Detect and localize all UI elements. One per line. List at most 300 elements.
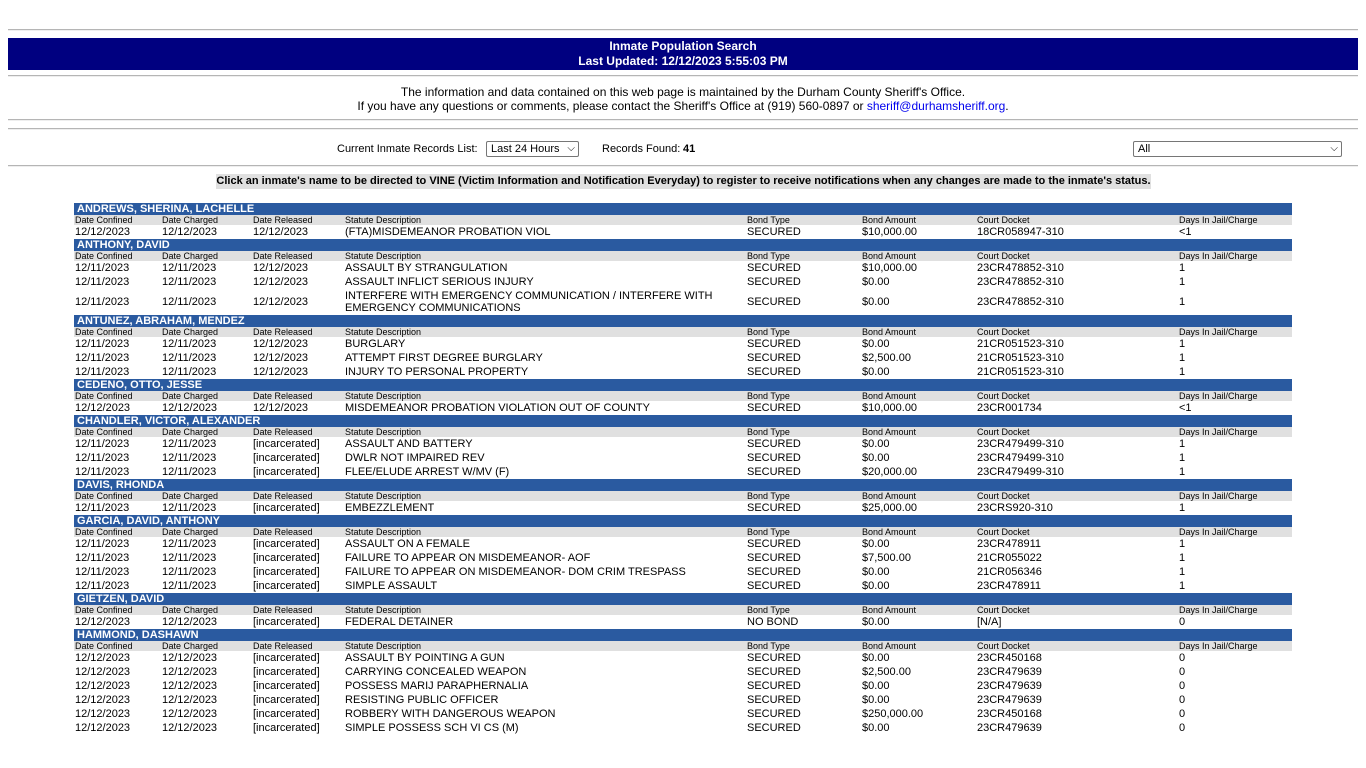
charge-row xyxy=(74,275,1292,289)
statute-description: BURGLARY xyxy=(345,338,406,350)
statute-description: SIMPLE POSSESS SCH VI CS (M) xyxy=(345,722,519,734)
info-line-1: The information and data contained on this web page is maintained by the Durham County Sheriff's Office. xyxy=(400,85,966,99)
bond-amount: $0.00 xyxy=(862,580,890,592)
bond-amount: $7,500.00 xyxy=(862,552,911,564)
charge-row xyxy=(74,579,1292,593)
charge-row xyxy=(74,693,1292,707)
days-in-jail: 1 xyxy=(1179,466,1186,478)
charge-row xyxy=(74,551,1292,565)
header-days-in-jail: Days In Jail/Charge xyxy=(1179,641,1258,651)
date-confined: 12/12/2023 xyxy=(75,616,131,628)
date-released: 12/12/2023 xyxy=(253,276,309,288)
date-charged: 12/12/2023 xyxy=(162,722,218,734)
column-header-row xyxy=(74,527,1292,537)
days-in-jail: 0 xyxy=(1179,694,1186,706)
date-charged: 12/11/2023 xyxy=(162,538,217,550)
date-confined: 12/12/2023 xyxy=(75,402,131,414)
bond-amount: $0.00 xyxy=(862,566,890,578)
date-released: [incarcerated] xyxy=(253,722,320,734)
header-date-confined: Date Confined xyxy=(75,605,133,615)
statute-description: INJURY TO PERSONAL PROPERTY xyxy=(345,366,529,378)
header-bond-type: Bond Type xyxy=(747,327,790,337)
date-charged: 12/12/2023 xyxy=(162,666,218,678)
header-court-docket: Court Docket xyxy=(977,641,1030,651)
charge-row xyxy=(74,225,1292,239)
bond-type: SECURED xyxy=(747,680,801,692)
statute-description: SIMPLE ASSAULT xyxy=(345,580,438,592)
date-charged: 12/12/2023 xyxy=(162,652,218,664)
statute-description: EMBEZZLEMENT xyxy=(345,502,435,514)
inmate-name-link[interactable]: ANDREWS, SHERINA, LACHELLE xyxy=(74,203,1292,215)
date-confined: 12/11/2023 xyxy=(75,466,130,478)
header-date-confined: Date Confined xyxy=(75,391,133,401)
statute-description: CARRYING CONCEALED WEAPON xyxy=(345,666,527,678)
charge-row xyxy=(74,537,1292,551)
bond-type: SECURED xyxy=(747,580,801,592)
header-days-in-jail: Days In Jail/Charge xyxy=(1179,491,1258,501)
days-in-jail: 1 xyxy=(1179,566,1186,578)
statute-description: FLEE/ELUDE ARREST W/MV (F) xyxy=(345,466,510,478)
sheriff-email-link[interactable]: sheriff@durhamsheriff.org xyxy=(866,99,1006,113)
charge-row xyxy=(74,365,1292,379)
bond-type: SECURED xyxy=(747,502,801,514)
statute-description: DWLR NOT IMPAIRED REV xyxy=(345,452,485,464)
header-date-confined: Date Confined xyxy=(75,527,133,537)
court-docket: [N/A] xyxy=(977,616,1002,628)
date-charged: 12/12/2023 xyxy=(162,694,218,706)
days-in-jail: 0 xyxy=(1179,616,1186,628)
header-court-docket: Court Docket xyxy=(977,215,1030,225)
header-days-in-jail: Days In Jail/Charge xyxy=(1179,215,1258,225)
header-date-charged: Date Charged xyxy=(162,527,219,537)
date-confined: 12/12/2023 xyxy=(75,680,131,692)
date-charged: 12/11/2023 xyxy=(162,452,217,464)
days-in-jail: 1 xyxy=(1179,366,1186,378)
header-date-confined: Date Confined xyxy=(75,215,133,225)
court-docket: 23CR479499-310 xyxy=(977,452,1064,464)
bond-type: SECURED xyxy=(747,566,801,578)
header-bond-type: Bond Type xyxy=(747,491,790,501)
date-charged: 12/11/2023 xyxy=(162,566,217,578)
records-found-label: Records Found: xyxy=(602,143,681,155)
date-released: [incarcerated] xyxy=(253,616,320,628)
column-header-row xyxy=(74,427,1292,437)
header-date-released: Date Released xyxy=(253,391,313,401)
date-charged: 12/11/2023 xyxy=(162,276,217,288)
days-in-jail: 1 xyxy=(1179,296,1186,308)
controls-divider xyxy=(8,165,1358,167)
days-in-jail: 1 xyxy=(1179,502,1186,514)
court-docket: 21CR051523-310 xyxy=(977,352,1064,364)
days-in-jail: 1 xyxy=(1179,438,1186,450)
court-docket: 21CR051523-310 xyxy=(977,366,1064,378)
date-charged: 12/12/2023 xyxy=(162,616,218,628)
header-statute-description: Statute Description xyxy=(345,427,422,437)
charge-row xyxy=(74,721,1292,735)
bond-amount: $0.00 xyxy=(862,338,890,350)
header-date-confined: Date Confined xyxy=(75,491,133,501)
bond-type: SECURED xyxy=(747,438,801,450)
date-charged: 12/12/2023 xyxy=(162,680,218,692)
charge-row xyxy=(74,501,1292,515)
charge-row xyxy=(74,615,1292,629)
filter-select[interactable] xyxy=(1133,141,1342,157)
bond-type: SECURED xyxy=(747,466,801,478)
statute-description: FAILURE TO APPEAR ON MISDEMEANOR- AOF xyxy=(345,552,591,564)
header-bond-type: Bond Type xyxy=(747,427,790,437)
charge-row xyxy=(74,451,1292,465)
inmate-name-link[interactable]: CEDENO, OTTO, JESSE xyxy=(74,379,1292,391)
bond-amount: $0.00 xyxy=(862,722,890,734)
header-date-charged: Date Charged xyxy=(162,605,219,615)
charge-row xyxy=(74,651,1292,665)
days-in-jail: 1 xyxy=(1179,538,1186,550)
header-date-released: Date Released xyxy=(253,427,313,437)
header-date-confined: Date Confined xyxy=(75,251,133,261)
records-list-label: Current Inmate Records List: xyxy=(337,143,478,155)
bond-type: SECURED xyxy=(747,296,801,308)
header-bond-amount: Bond Amount xyxy=(862,491,917,501)
date-confined: 12/12/2023 xyxy=(75,226,131,238)
header-bond-type: Bond Type xyxy=(747,605,790,615)
page-title-bar xyxy=(8,38,1358,70)
date-released: 12/12/2023 xyxy=(253,262,309,274)
bond-type: SECURED xyxy=(747,338,801,350)
header-statute-description: Statute Description xyxy=(345,327,422,337)
bond-type: SECURED xyxy=(747,276,801,288)
date-confined: 12/12/2023 xyxy=(75,652,131,664)
days-in-jail: 1 xyxy=(1179,352,1186,364)
date-confined: 12/12/2023 xyxy=(75,694,131,706)
days-in-jail: 1 xyxy=(1179,338,1186,350)
info-line-2 xyxy=(8,99,1358,113)
date-charged: 12/11/2023 xyxy=(162,502,217,514)
date-released: [incarcerated] xyxy=(253,580,320,592)
info-period: . xyxy=(1005,99,1009,113)
charge-row xyxy=(74,337,1292,351)
court-docket: 23CR478911 xyxy=(977,538,1042,550)
header-bond-type: Bond Type xyxy=(747,215,790,225)
header-statute-description: Statute Description xyxy=(345,391,422,401)
statute-description: ASSAULT BY POINTING A GUN xyxy=(345,652,505,664)
header-statute-description: Statute Description xyxy=(345,641,422,651)
date-charged: 12/12/2023 xyxy=(162,708,218,720)
date-confined: 12/11/2023 xyxy=(75,262,130,274)
top-divider-2 xyxy=(8,75,1358,77)
header-court-docket: Court Docket xyxy=(977,527,1030,537)
charge-row xyxy=(74,401,1292,415)
date-confined: 12/12/2023 xyxy=(75,666,131,678)
column-header-row xyxy=(74,641,1292,651)
court-docket: 23CR479639 xyxy=(977,666,1042,678)
bond-type: SECURED xyxy=(747,352,801,364)
court-docket: 21CR051523-310 xyxy=(977,338,1064,350)
date-charged: 12/11/2023 xyxy=(162,438,217,450)
date-released: [incarcerated] xyxy=(253,452,320,464)
column-header-row xyxy=(74,215,1292,225)
header-days-in-jail: Days In Jail/Charge xyxy=(1179,427,1258,437)
bond-type: SECURED xyxy=(747,708,801,720)
bond-type: SECURED xyxy=(747,402,801,414)
court-docket: 23CR479499-310 xyxy=(977,438,1064,450)
bond-type: SECURED xyxy=(747,722,801,734)
bond-type: SECURED xyxy=(747,538,801,550)
date-released: 12/12/2023 xyxy=(253,366,309,378)
records-list-select[interactable] xyxy=(486,141,579,157)
bond-type: SECURED xyxy=(747,226,801,238)
header-court-docket: Court Docket xyxy=(977,327,1030,337)
charge-row xyxy=(74,261,1292,275)
bond-type: SECURED xyxy=(747,366,801,378)
court-docket: 23CR479499-310 xyxy=(977,466,1064,478)
column-header-row xyxy=(74,327,1292,337)
court-docket: 21CR056346 xyxy=(977,566,1042,578)
bond-amount: $10,000.00 xyxy=(862,262,918,274)
header-statute-description: Statute Description xyxy=(345,251,422,261)
header-court-docket: Court Docket xyxy=(977,251,1030,261)
statute-description: (FTA)MISDEMEANOR PROBATION VIOL xyxy=(345,226,551,238)
date-released: [incarcerated] xyxy=(253,502,320,514)
charge-row xyxy=(74,465,1292,479)
date-confined: 12/12/2023 xyxy=(75,708,131,720)
days-in-jail: 0 xyxy=(1179,680,1186,692)
charge-row xyxy=(74,565,1292,579)
column-header-row xyxy=(74,491,1292,501)
date-confined: 12/11/2023 xyxy=(75,502,130,514)
header-date-released: Date Released xyxy=(253,251,313,261)
court-docket: 23CR479639 xyxy=(977,694,1042,706)
bond-amount: $0.00 xyxy=(862,438,890,450)
court-docket: 23CR478911 xyxy=(977,580,1042,592)
days-in-jail: 1 xyxy=(1179,580,1186,592)
date-released: [incarcerated] xyxy=(253,666,320,678)
court-docket: 23CR478852-310 xyxy=(977,276,1064,288)
date-confined: 12/11/2023 xyxy=(75,538,130,550)
date-confined: 12/11/2023 xyxy=(75,580,130,592)
page-title: Inmate Population Search xyxy=(609,39,757,53)
date-charged: 12/11/2023 xyxy=(162,296,217,308)
date-confined: 12/11/2023 xyxy=(75,296,130,308)
date-released: [incarcerated] xyxy=(253,466,320,478)
charge-row xyxy=(74,679,1292,693)
court-docket: 23CR479639 xyxy=(977,722,1042,734)
statute-description: ASSAULT ON A FEMALE xyxy=(345,538,470,550)
header-date-released: Date Released xyxy=(253,215,313,225)
statute-description: POSSESS MARIJ PARAPHERNALIA xyxy=(345,680,529,692)
days-in-jail: 0 xyxy=(1179,652,1186,664)
charge-row xyxy=(74,707,1292,721)
date-charged: 12/11/2023 xyxy=(162,466,217,478)
header-court-docket: Court Docket xyxy=(977,427,1030,437)
header-days-in-jail: Days In Jail/Charge xyxy=(1179,327,1258,337)
date-confined: 12/11/2023 xyxy=(75,276,130,288)
bond-type: SECURED xyxy=(747,652,801,664)
court-docket: 23CR479639 xyxy=(977,680,1042,692)
bond-type: NO BOND xyxy=(747,616,799,628)
inmate-name-link[interactable]: ANTHONY, DAVID xyxy=(74,239,1292,251)
charge-row xyxy=(74,437,1292,451)
days-in-jail: 1 xyxy=(1179,552,1186,564)
statute-description: FAILURE TO APPEAR ON MISDEMEANOR- DOM CRIM TRESPASS xyxy=(345,566,686,578)
statute-description: RESISTING PUBLIC OFFICER xyxy=(345,694,499,706)
header-date-confined: Date Confined xyxy=(75,427,133,437)
chevron-down-icon: ⌵ xyxy=(567,143,575,154)
date-released: [incarcerated] xyxy=(253,566,320,578)
bond-type: SECURED xyxy=(747,552,801,564)
info-contact-text: If you have any questions or comments, please contact the Sheriff's Office at (919) 560-0897 or xyxy=(357,99,867,113)
date-charged: 12/11/2023 xyxy=(162,580,217,592)
statute-description: ASSAULT BY STRANGULATION xyxy=(345,262,508,274)
bond-amount: $0.00 xyxy=(862,452,890,464)
bond-amount: $0.00 xyxy=(862,538,890,550)
charge-row xyxy=(74,289,1292,315)
mid-divider-1 xyxy=(8,119,1358,121)
header-days-in-jail: Days In Jail/Charge xyxy=(1179,605,1258,615)
bond-amount: $20,000.00 xyxy=(862,466,918,478)
court-docket: 21CR055022 xyxy=(977,552,1042,564)
bond-type: SECURED xyxy=(747,666,801,678)
court-docket: 23CR450168 xyxy=(977,708,1042,720)
date-charged: 12/11/2023 xyxy=(162,352,217,364)
date-released: [incarcerated] xyxy=(253,680,320,692)
statute-description: ASSAULT AND BATTERY xyxy=(345,438,473,450)
inmate-name-link[interactable]: HAMMOND, DASHAWN xyxy=(74,629,1292,641)
header-statute-description: Statute Description xyxy=(345,527,422,537)
inmate-name-link[interactable]: GIETZEN, DAVID xyxy=(74,593,1292,605)
statute-description: MISDEMEANOR PROBATION VIOLATION OUT OF COUNTY xyxy=(345,402,650,414)
header-date-charged: Date Charged xyxy=(162,215,219,225)
last-updated: Last Updated: 12/12/2023 5:55:03 PM xyxy=(578,54,788,68)
header-bond-amount: Bond Amount xyxy=(862,605,917,615)
header-date-confined: Date Confined xyxy=(75,327,133,337)
records-list-selected: Last 24 Hours xyxy=(491,143,560,155)
header-bond-amount: Bond Amount xyxy=(862,215,917,225)
date-confined: 12/11/2023 xyxy=(75,452,130,464)
bond-type: SECURED xyxy=(747,262,801,274)
header-court-docket: Court Docket xyxy=(977,491,1030,501)
date-released: 12/12/2023 xyxy=(253,296,309,308)
bond-type: SECURED xyxy=(747,452,801,464)
inmate-name-link[interactable]: GARCIA, DAVID, ANTHONY xyxy=(74,515,1292,527)
header-bond-type: Bond Type xyxy=(747,641,790,651)
date-charged: 12/11/2023 xyxy=(162,552,217,564)
header-days-in-jail: Days In Jail/Charge xyxy=(1179,527,1258,537)
statute-description: FEDERAL DETAINER xyxy=(345,616,454,628)
header-date-charged: Date Charged xyxy=(162,251,219,261)
filter-selected: All xyxy=(1138,143,1151,155)
header-statute-description: Statute Description xyxy=(345,215,422,225)
charge-row xyxy=(74,351,1292,365)
bond-amount: $0.00 xyxy=(862,680,890,692)
date-released: 12/12/2023 xyxy=(253,402,309,414)
header-days-in-jail: Days In Jail/Charge xyxy=(1179,251,1258,261)
days-in-jail: <1 xyxy=(1179,402,1192,414)
records-controls xyxy=(0,140,1366,160)
inmate-records-table xyxy=(74,203,1292,735)
date-released: [incarcerated] xyxy=(253,552,320,564)
vine-notice: Click an inmate's name to be directed to VINE (Victim Information and Notification Everyday) to register to receive notifications when any changes are made to the inmate's status. xyxy=(216,175,1151,187)
header-bond-amount: Bond Amount xyxy=(862,527,917,537)
bond-type: SECURED xyxy=(747,694,801,706)
date-charged: 12/11/2023 xyxy=(162,366,217,378)
header-date-released: Date Released xyxy=(253,491,313,501)
header-date-charged: Date Charged xyxy=(162,391,219,401)
bond-amount: $10,000.00 xyxy=(862,226,918,238)
header-bond-type: Bond Type xyxy=(747,527,790,537)
date-charged: 12/12/2023 xyxy=(162,226,218,238)
date-charged: 12/11/2023 xyxy=(162,262,217,274)
inmate-name-link[interactable]: ANTUNEZ, ABRAHAM, MENDEZ xyxy=(74,315,1292,327)
date-confined: 12/11/2023 xyxy=(75,352,130,364)
header-bond-amount: Bond Amount xyxy=(862,327,917,337)
date-released: 12/12/2023 xyxy=(253,226,309,238)
header-court-docket: Court Docket xyxy=(977,391,1030,401)
date-released: 12/12/2023 xyxy=(253,338,309,350)
header-bond-amount: Bond Amount xyxy=(862,641,917,651)
date-released: [incarcerated] xyxy=(253,538,320,550)
date-released: 12/12/2023 xyxy=(253,352,309,364)
header-days-in-jail: Days In Jail/Charge xyxy=(1179,391,1258,401)
bond-amount: $10,000.00 xyxy=(862,402,918,414)
bond-amount: $25,000.00 xyxy=(862,502,918,514)
date-released: [incarcerated] xyxy=(253,708,320,720)
header-bond-amount: Bond Amount xyxy=(862,427,917,437)
bond-amount: $0.00 xyxy=(862,694,890,706)
inmate-name-link[interactable]: DAVIS, RHONDA xyxy=(74,479,1292,491)
statute-description: ROBBERY WITH DANGEROUS WEAPON xyxy=(345,708,556,720)
statute-description: ASSAULT INFLICT SERIOUS INJURY xyxy=(345,276,534,288)
days-in-jail: 1 xyxy=(1179,262,1186,274)
court-docket: 23CR478852-310 xyxy=(977,262,1064,274)
bond-amount: $2,500.00 xyxy=(862,666,911,678)
days-in-jail: 0 xyxy=(1179,722,1186,734)
charge-row xyxy=(74,665,1292,679)
top-divider-1 xyxy=(8,29,1358,31)
days-in-jail: 0 xyxy=(1179,708,1186,720)
header-date-charged: Date Charged xyxy=(162,641,219,651)
header-court-docket: Court Docket xyxy=(977,605,1030,615)
bond-amount: $0.00 xyxy=(862,366,890,378)
header-bond-type: Bond Type xyxy=(747,251,790,261)
header-date-released: Date Released xyxy=(253,641,313,651)
header-statute-description: Statute Description xyxy=(345,605,422,615)
date-released: [incarcerated] xyxy=(253,694,320,706)
column-header-row xyxy=(74,605,1292,615)
header-statute-description: Statute Description xyxy=(345,491,422,501)
date-confined: 12/11/2023 xyxy=(75,338,130,350)
header-date-charged: Date Charged xyxy=(162,327,219,337)
header-date-released: Date Released xyxy=(253,327,313,337)
header-date-released: Date Released xyxy=(253,605,313,615)
court-docket: 18CR058947-310 xyxy=(977,226,1064,238)
records-found-count: 41 xyxy=(683,143,696,155)
court-docket: 23CR001734 xyxy=(977,402,1042,414)
bond-amount: $0.00 xyxy=(862,616,890,628)
header-bond-amount: Bond Amount xyxy=(862,251,917,261)
bond-amount: $0.00 xyxy=(862,652,890,664)
inmate-name-link[interactable]: CHANDLER, VICTOR, ALEXANDER xyxy=(74,415,1292,427)
court-docket: 23CRS920-310 xyxy=(977,502,1053,514)
days-in-jail: 1 xyxy=(1179,452,1186,464)
header-bond-amount: Bond Amount xyxy=(862,391,917,401)
header-bond-type: Bond Type xyxy=(747,391,790,401)
statute-description: INTERFERE WITH EMERGENCY COMMUNICATION / INTERFERE WITH EMERGENCY COMMUNICATIONS xyxy=(345,290,713,314)
date-released: [incarcerated] xyxy=(253,438,320,450)
date-released: [incarcerated] xyxy=(253,652,320,664)
date-confined: 12/12/2023 xyxy=(75,722,131,734)
date-charged: 12/11/2023 xyxy=(162,338,217,350)
mid-divider-2 xyxy=(8,128,1358,130)
